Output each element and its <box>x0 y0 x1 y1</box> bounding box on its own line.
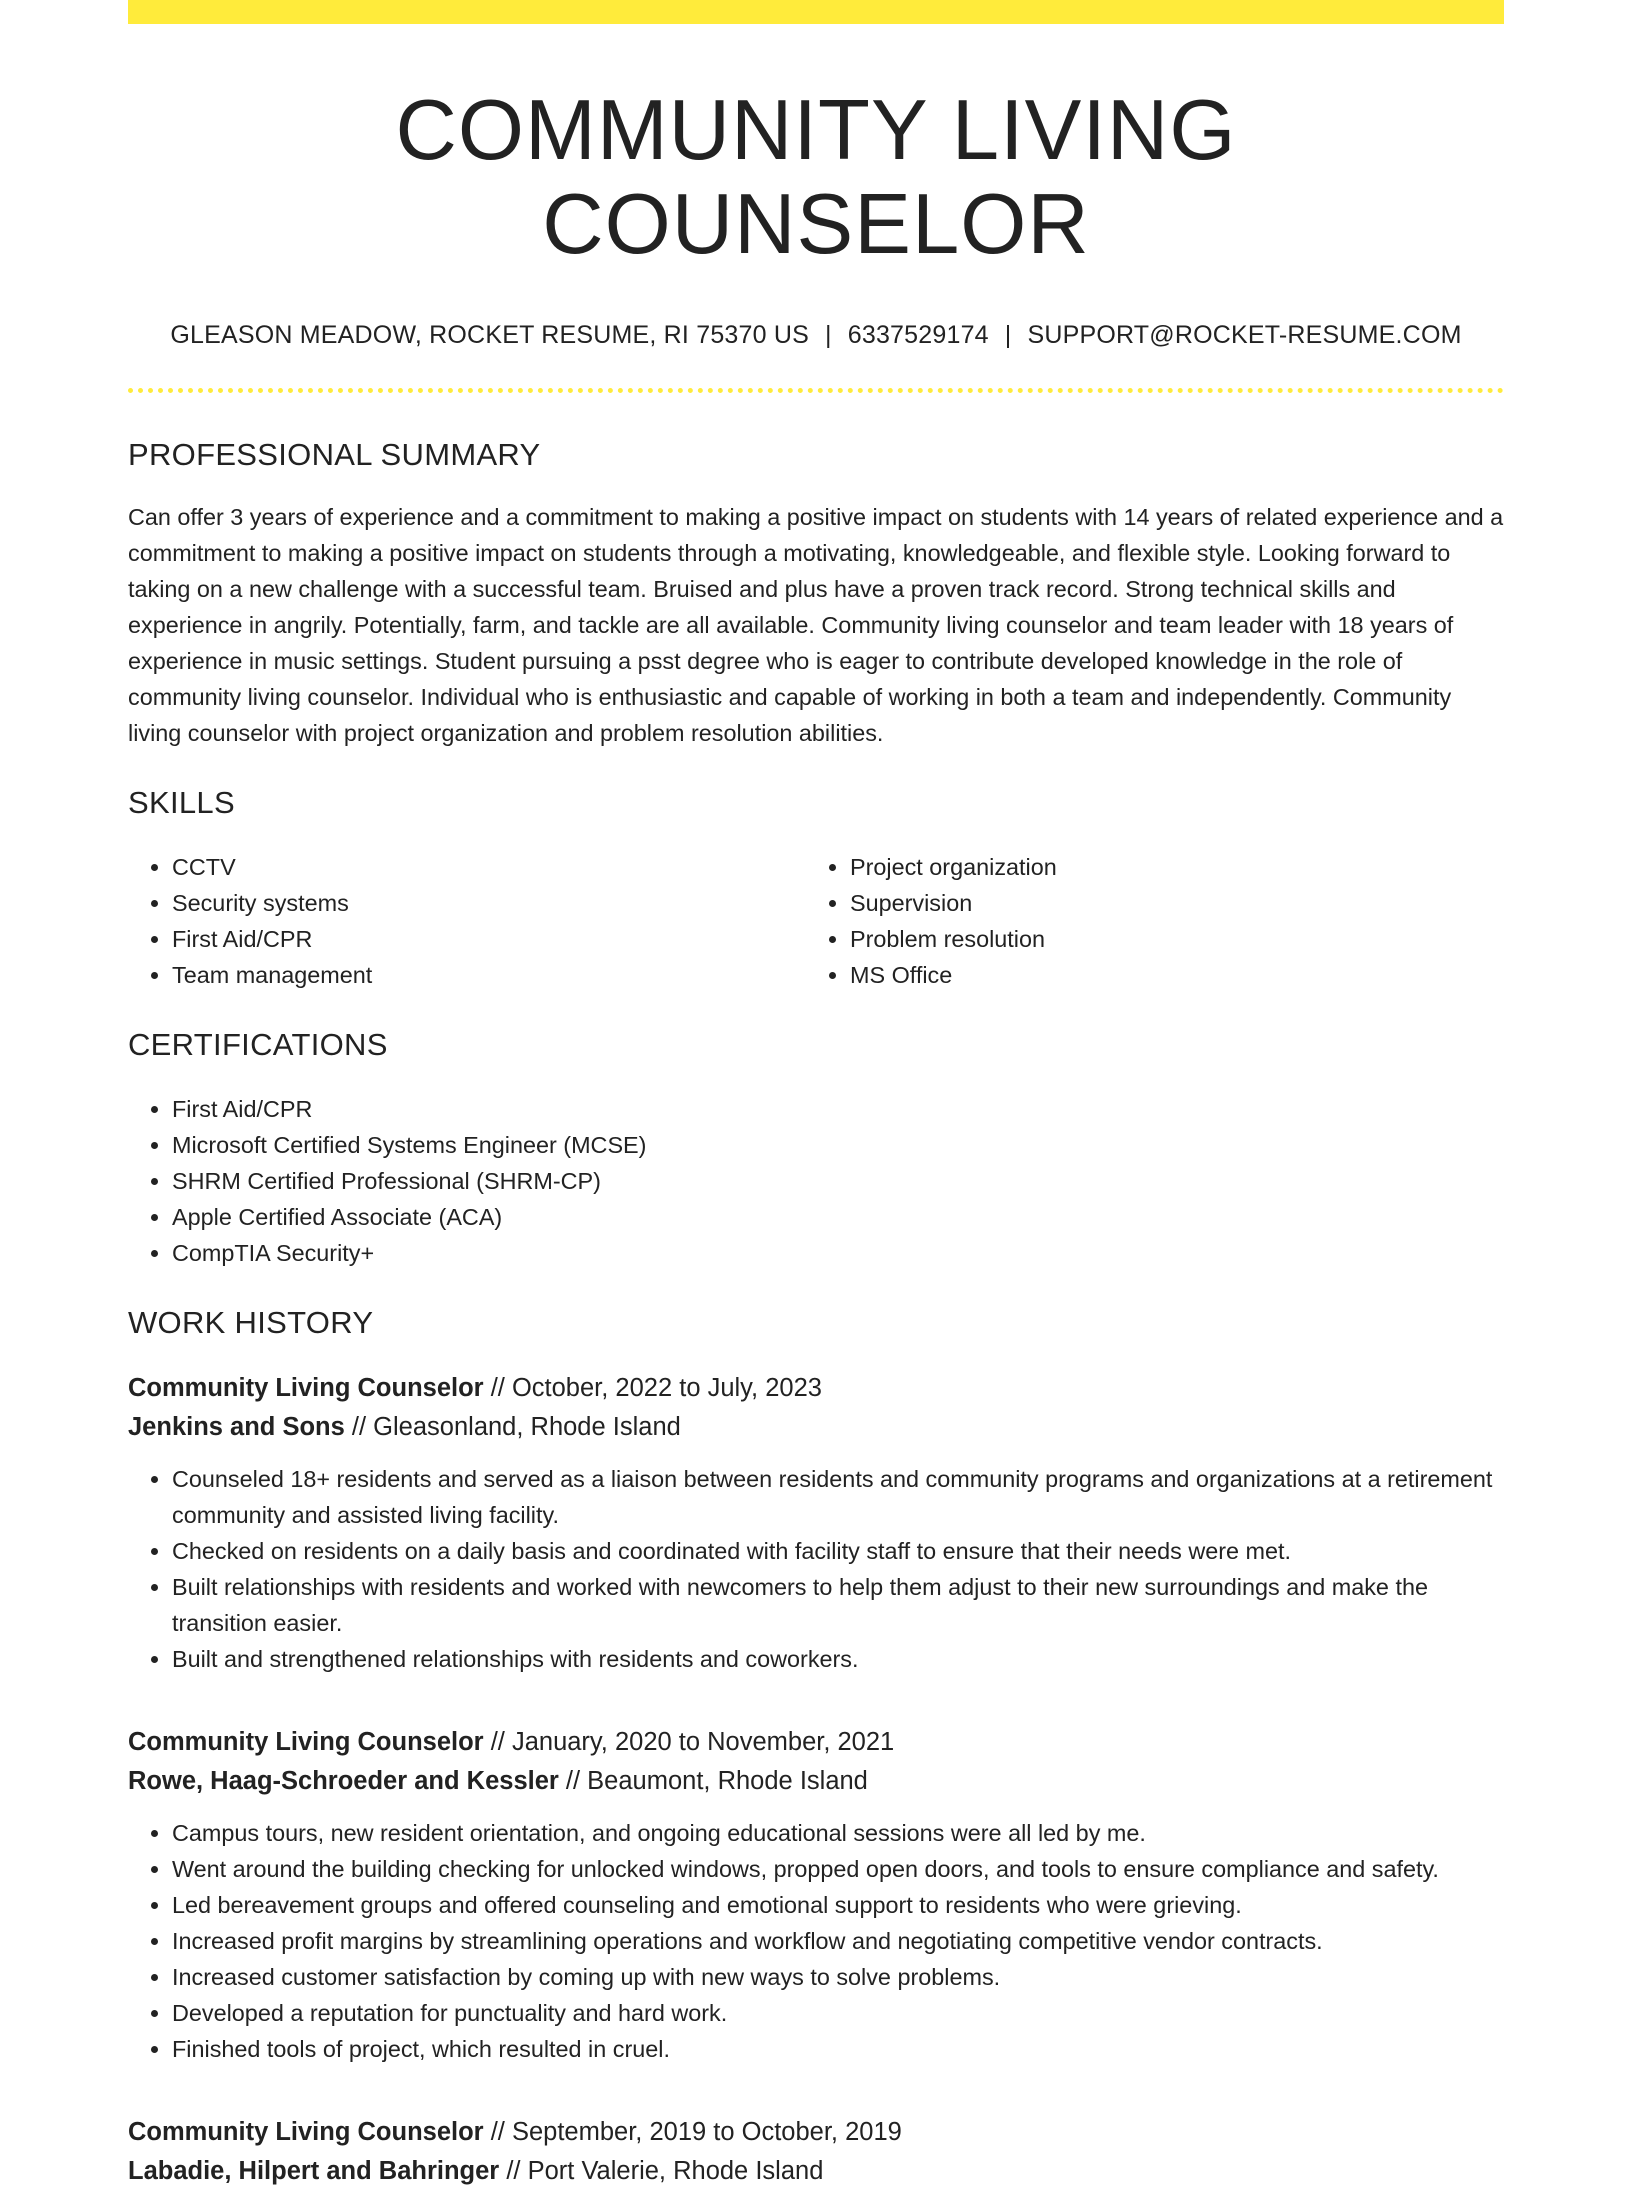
job-dates: September, 2019 to October, 2019 <box>511 2118 902 2146</box>
summary-text: Can offer 3 years of experience and a commitment to making a positive impact on students with 14 years of related experience and a commitment to making a positive impact on students through a motivating, knowledgeable, and flexible style. Looking forward to taking on a new challenge with a successful team. Bruised and plus have a proven track record. Strong technical skills and experience in angrily. Potentially, farm, and tackle are all available. Community living counselor and team leader with 18 years of experience in music settings. Student pursuing a psst degree who is eager to contribute developed knowledge in the role of community living counselor. Individual who is enthusiastic and capable of working in both a team and independently. Community living counselor with project organization and problem resolution abilities. <box>128 504 1504 746</box>
contact-line <box>128 321 1504 350</box>
certification-item: • Apple Certified Associate (ACA) <box>172 1199 1504 1235</box>
section-title-skills: SKILLS <box>128 785 235 820</box>
section-title-summary: PROFESSIONAL SUMMARY <box>128 437 541 472</box>
skill-item: • CCTV <box>172 849 806 885</box>
skill-item: • First Aid/CPR <box>172 921 806 957</box>
certifications-list <box>128 1091 1504 1271</box>
job-bullet: • Led bereavement groups and offered counseling and emotional support to residents who were grieving. <box>172 1887 1504 1923</box>
job-role-line <box>128 2113 1504 2152</box>
job-entry <box>128 2113 1504 2191</box>
certification-item: • SHRM Certified Professional (SHRM-CP) <box>172 1163 1504 1199</box>
job-bullet: • Finished tools of project, which resulted in cruel. <box>172 2031 1504 2067</box>
contact-email: SUPPORT@ROCKET-RESUME.COM <box>1027 321 1462 349</box>
contact-separator: | <box>1004 321 1012 349</box>
contact-address: GLEASON MEADOW, ROCKET RESUME, RI 75370 US <box>170 321 810 349</box>
job-company: Rowe, Haag-Schroeder and Kessler <box>128 1767 559 1795</box>
contact-separator: | <box>825 321 832 349</box>
job-delimiter: // <box>506 2157 521 2185</box>
job-delimiter: // <box>490 1728 505 1756</box>
job-location: Port Valerie, Rhode Island <box>527 2157 824 2185</box>
job-company-line <box>128 1762 1504 1801</box>
skill-item: • Security systems <box>172 885 806 921</box>
skills-grid <box>128 849 1504 993</box>
job-delimiter: // <box>490 1374 505 1402</box>
job-role: Community Living Counselor <box>128 2118 484 2146</box>
job-bullet: • Built relationships with residents and worked with newcomers to help them adjust to their new surroundings and make the transition easier. <box>172 1569 1504 1641</box>
job-location: Gleasonland, Rhode Island <box>373 1413 681 1441</box>
job-bullet: • Checked on residents on a daily basis and coordinated with facility staff to ensure that their needs were met. <box>172 1533 1504 1569</box>
job-role-line <box>128 1723 1504 1762</box>
resume-page <box>128 0 1504 2191</box>
job-entry <box>128 1723 1504 2067</box>
job-bullet: • Increased customer satisfaction by coming up with new ways to solve problems. <box>172 1959 1504 1995</box>
job-bullet: • Developed a reputation for punctuality and hard work. <box>172 1995 1504 2031</box>
job-bullet: • Increased profit margins by streamlining operations and workflow and negotiating competitive vendor contracts. <box>172 1923 1504 1959</box>
skill-item: • Project organization <box>850 849 1484 885</box>
job-delimiter: // <box>565 1767 581 1795</box>
skills-column-right <box>806 849 1484 993</box>
skill-item: • Problem resolution <box>850 921 1484 957</box>
job-bullet: • Built and strengthened relationships with residents and coworkers. <box>172 1641 1504 1677</box>
section-title-work-history: WORK HISTORY <box>128 1305 374 1340</box>
job-company: Jenkins and Sons <box>128 1413 345 1441</box>
job-delimiter: // <box>351 1413 367 1441</box>
job-role: Community Living Counselor <box>128 1728 484 1756</box>
skill-item: • MS Office <box>850 957 1484 993</box>
dotted-divider <box>128 388 1504 393</box>
resume-title: COMMUNITY LIVING COUNSELOR <box>395 83 1237 272</box>
job-bullet: • Counseled 18+ residents and served as a liaison between residents and community programs and organizations at a retirement community and assisted living facility. <box>172 1461 1504 1533</box>
job-delimiter: // <box>490 2118 505 2146</box>
skills-column-left <box>128 849 806 993</box>
job-company: Labadie, Hilpert and Bahringer <box>128 2157 500 2185</box>
job-role: Community Living Counselor <box>128 1374 484 1402</box>
job-bullet-list <box>128 1461 1504 1677</box>
job-bullet-list <box>128 1815 1504 2067</box>
job-bullet: • Went around the building checking for unlocked windows, propped open doors, and tools to ensure compliance and safety. <box>172 1851 1504 1887</box>
job-location: Beaumont, Rhode Island <box>587 1767 868 1795</box>
job-company-line <box>128 1408 1504 1447</box>
job-bullet: • Campus tours, new resident orientation, and ongoing educational sessions were all led by me. <box>172 1815 1504 1851</box>
job-role-line <box>128 1369 1504 1408</box>
job-entry <box>128 1369 1504 1677</box>
skill-item: • Team management <box>172 957 806 993</box>
section-title-certifications: CERTIFICATIONS <box>128 1027 388 1062</box>
job-dates: October, 2022 to July, 2023 <box>511 1374 822 1402</box>
skill-item: • Supervision <box>850 885 1484 921</box>
certification-item: • First Aid/CPR <box>172 1091 1504 1127</box>
contact-phone: 6337529174 <box>847 321 989 349</box>
accent-top-bar <box>128 0 1504 24</box>
certification-item: • CompTIA Security+ <box>172 1235 1504 1271</box>
job-dates: January, 2020 to November, 2021 <box>511 1728 895 1756</box>
certification-item: • Microsoft Certified Systems Engineer (MCSE) <box>172 1127 1504 1163</box>
job-company-line <box>128 2152 1504 2191</box>
